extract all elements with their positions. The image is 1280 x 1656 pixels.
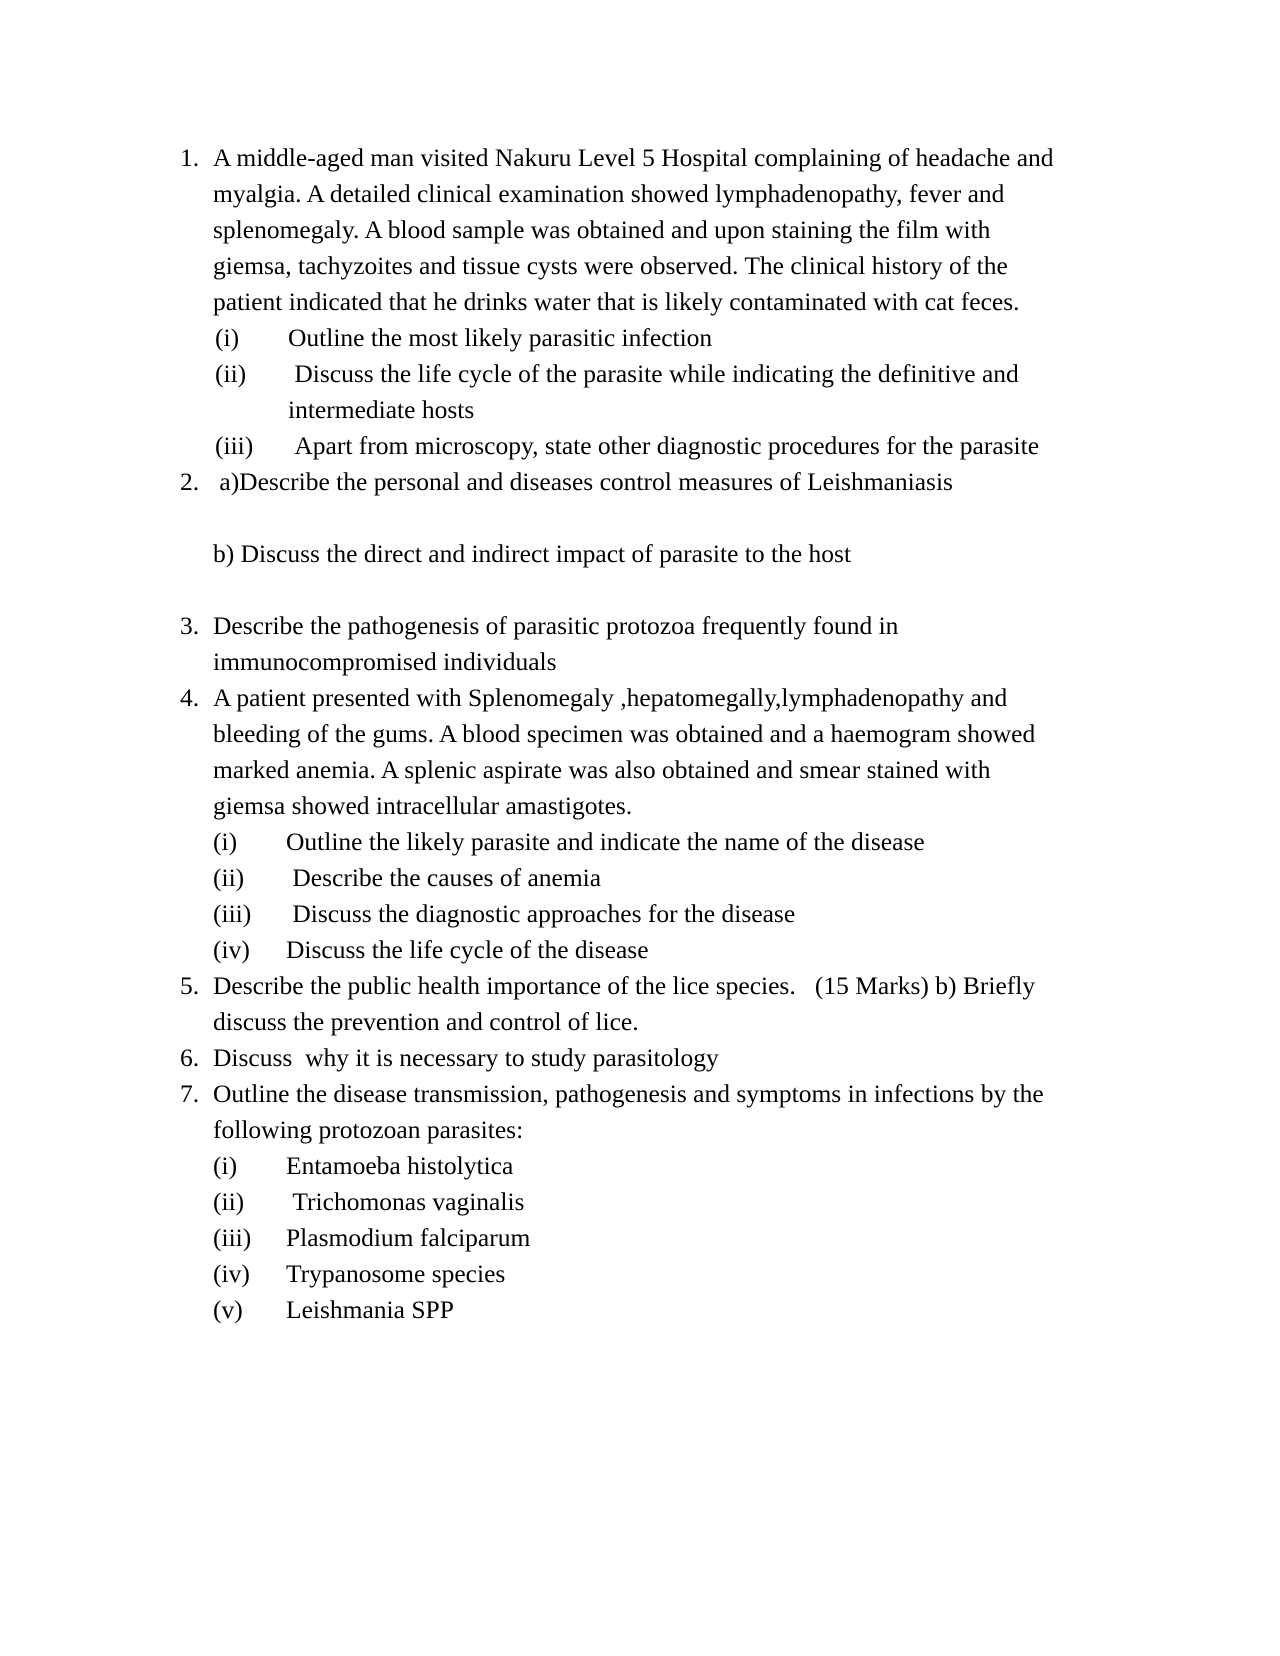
question-number: 5. — [180, 971, 200, 1000]
question-item — [180, 608, 1060, 680]
subitem-text: Discuss the life cycle of the disease — [286, 935, 649, 964]
blank-line — [213, 500, 1060, 536]
question-list — [180, 140, 1060, 1328]
subitem — [213, 1148, 1060, 1184]
question-number: 4. — [180, 683, 200, 712]
question-item — [180, 140, 1060, 464]
subitem-text: Trichomonas vaginalis — [286, 1187, 525, 1216]
subitem-marker: (iv) — [213, 935, 250, 964]
question-item — [180, 680, 1060, 968]
subitem-marker: (ii) — [213, 1187, 245, 1216]
subitem — [215, 356, 1060, 428]
question-item — [180, 464, 1060, 608]
question-number: 2. — [180, 467, 200, 496]
question-text: Discuss why it is necessary to study parasitology — [213, 1043, 719, 1072]
subitem-marker: (iii) — [213, 899, 252, 928]
subitem — [213, 932, 1060, 968]
subitem-marker: (iii) — [215, 431, 254, 460]
question-text: A patient presented with Splenomegaly ,hepatomegally,lymphadenopathy and bleeding of the gums. A blood specimen was obtained and a haemogram showed marked anemia. A splenic aspirate was also obtained and smear stained with giemsa showed intracellular amastigotes. — [213, 683, 1042, 820]
question-number: 3. — [180, 611, 200, 640]
question-subitem-list — [215, 320, 1060, 464]
subitem-text: Leishmania SPP — [286, 1295, 454, 1324]
question-item — [180, 968, 1060, 1040]
question-text: Outline the disease transmission, pathogenesis and symptoms in infections by the following protozoan parasites: — [213, 1079, 1051, 1144]
question-extra-paragraph: b) Discuss the direct and indirect impact of parasite to the host — [213, 539, 852, 568]
question-number: 7. — [180, 1079, 200, 1108]
question-subitem-list — [213, 824, 1060, 968]
blank-line — [213, 572, 1060, 608]
subitem-text: Plasmodium falciparum — [286, 1223, 531, 1252]
subitem — [213, 1292, 1060, 1328]
question-item — [180, 1076, 1060, 1328]
subitem-marker: (v) — [213, 1295, 243, 1324]
subitem-marker: (ii) — [215, 359, 247, 388]
subitem-text: Discuss the diagnostic approaches for the disease — [286, 899, 796, 928]
question-text: Describe the public health importance of the lice species. (15 Marks) b) Briefly discuss the prevention and control of lice. — [213, 971, 1042, 1036]
subitem — [213, 1220, 1060, 1256]
subitem — [215, 320, 1060, 356]
subitem — [213, 1184, 1060, 1220]
question-subitem-list — [213, 1148, 1060, 1328]
subitem-text: Describe the causes of anemia — [286, 863, 602, 892]
document-body — [180, 140, 1060, 1328]
question-number: 6. — [180, 1043, 200, 1072]
subitem-text: Outline the likely parasite and indicate the name of the disease — [286, 827, 925, 856]
subitem-text: Outline the most likely parasitic infection — [288, 323, 713, 352]
subitem-marker: (iii) — [213, 1223, 252, 1252]
question-item — [180, 1040, 1060, 1076]
question-text: A middle-aged man visited Nakuru Level 5 Hospital complaining of headache and myalgia. A detailed clinical examination showed lymphadenopathy, fever and splenomegaly. A blood sample was obtained and upon staining the film with giemsa, tachyzoites and tissue cysts were observed. The clinical history of the patient indicated that he drinks water that is likely contaminated with cat feces. — [213, 143, 1060, 316]
subitem-marker: (i) — [215, 323, 240, 352]
subitem — [215, 428, 1060, 464]
subitem-marker: (iv) — [213, 1259, 250, 1288]
question-number: 1. — [180, 143, 200, 172]
subitem-text: Discuss the life cycle of the parasite while indicating the definitive and intermediate hosts — [288, 359, 1026, 424]
question-text: a)Describe the personal and diseases control measures of Leishmaniasis — [213, 467, 953, 496]
subitem — [213, 860, 1060, 896]
subitem-text: Apart from microscopy, state other diagnostic procedures for the parasite — [288, 431, 1040, 460]
subitem-marker: (i) — [213, 827, 238, 856]
subitem — [213, 824, 1060, 860]
subitem-marker: (ii) — [213, 863, 245, 892]
subitem — [213, 1256, 1060, 1292]
subitem-text: Trypanosome species — [286, 1259, 506, 1288]
question-text: Describe the pathogenesis of parasitic protozoa frequently found in immunocompromised individuals — [213, 611, 905, 676]
subitem-text: Entamoeba histolytica — [286, 1151, 514, 1180]
subitem-marker: (i) — [213, 1151, 238, 1180]
subitem — [213, 896, 1060, 932]
